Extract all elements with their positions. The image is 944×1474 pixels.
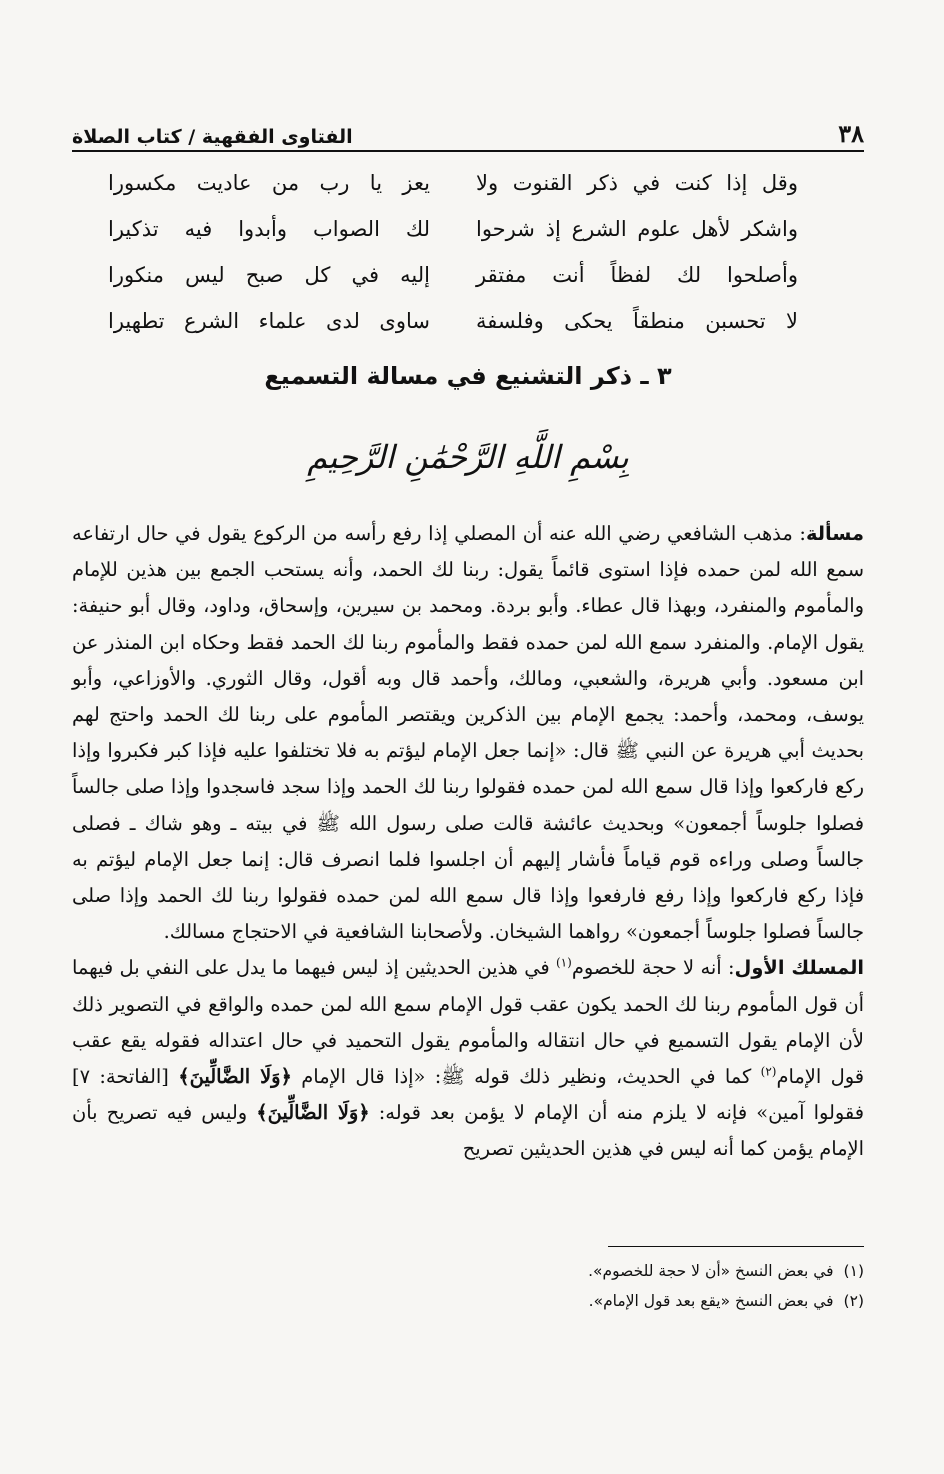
page-number: ٣٨ bbox=[838, 119, 864, 148]
paragraph-text: وليس فيه تصريح بأن الإمام يؤمن كما أنه ليس في هذين الحديثين تصريح bbox=[72, 1101, 864, 1161]
poem-line bbox=[108, 206, 798, 252]
paragraph-text: في هذين الحديثين إذ ليس فيهما ما يدل على النفي بل فيهما أن قول المأموم ربنا لك الحمد يكون عقب قول الإمام سمع الله لمن حمده والواقع في التصوير ذلك لأن الإمام يقول التسميع في حال انتقاله والمأموم يقول التحميد في حال اعتداله فقوله يقع عقب قول الإمام bbox=[72, 956, 865, 1089]
header-rule bbox=[72, 150, 864, 152]
footnote-text: في بعض النسخ «يقع بعد قول الإمام». bbox=[588, 1292, 834, 1310]
footnote-number: (١) bbox=[843, 1262, 864, 1280]
basmala: بِسْمِ اللَّهِ الرَّحْمَٰنِ الرَّحِيمِ bbox=[307, 438, 629, 476]
poem-hemistich-second: لك الصواب وأبدوا فيه تذكيرا bbox=[108, 217, 430, 241]
footnote bbox=[300, 1256, 864, 1286]
poem-hemistich-second: يعز يا رب من عاديت مكسورا bbox=[108, 171, 430, 195]
poem-line bbox=[108, 252, 798, 298]
section-heading: ٣ ـ ذكر التشنيع في مسالة التسميع bbox=[264, 362, 672, 390]
body-text bbox=[72, 516, 864, 1168]
poem-hemistich-second: ساوى لدى علماء الشرع تطهيرا bbox=[108, 309, 430, 333]
footnote-number: (٢) bbox=[843, 1292, 864, 1310]
poem-line bbox=[108, 298, 798, 344]
footnote-text: في بعض النسخ «أن لا حجة للخصوم». bbox=[588, 1262, 834, 1280]
poem-hemistich-first: لا تحسبن منطقاً يحكى وفلسفة bbox=[476, 309, 798, 333]
running-title: الفتاوى الفقهية / كتاب الصلاة bbox=[72, 126, 353, 148]
footnote-ref[interactable]: (١) bbox=[555, 955, 572, 970]
footnotes bbox=[300, 1256, 864, 1316]
paragraph-lead: مسألة bbox=[805, 522, 864, 545]
quran-quote: ﴿وَلَا الضَّالِّينَ﴾ bbox=[256, 1101, 370, 1125]
paragraph-text: : أنه لا حجة للخصوم bbox=[571, 956, 735, 980]
page-header bbox=[72, 108, 864, 148]
quran-quote: ﴿وَلَا الضَّالِّينَ﴾ bbox=[178, 1065, 292, 1089]
poem-hemistich-first: وقل إذا كنت في ذكر القنوت ولا bbox=[476, 171, 798, 195]
poem-line bbox=[108, 160, 798, 206]
paragraph-text: [الفاتحة: ٧] فقولوا آمين» فإنه لا يلزم منه أن الإمام لا يؤمن بعد قوله: bbox=[72, 1065, 865, 1125]
paragraph-lead: المسلك الأول bbox=[734, 956, 865, 980]
poem-hemistich-second: إليه في كل صبح ليس منكورا bbox=[108, 263, 430, 287]
footnote-rule bbox=[608, 1246, 864, 1247]
poem-hemistich-first: وأصلحوا لك لفظاً أنت مفتقر bbox=[476, 263, 798, 287]
poem-hemistich-first: واشكر لأهل علوم الشرع إذ شرحوا bbox=[476, 217, 798, 241]
paragraph-text: : مذهب الشافعي رضي الله عنه أن المصلي إذا رفع رأسه من الركوع يقول في حال ارتفاعه سمع الله لمن حمده فإذا استوى قائماً يقول: ربنا لك الحمد، وأنه يستحب الجمع بين هذين للإمام والمأموم والمنفرد، وبهذا قال عطاء. وأبو بردة. ومحمد بن سيرين، وإسحاق، وداود، وقال أبو حنيفة: يقول الإمام. والمنفرد سمع الله لمن حمده فقط والمأموم ربنا لك الحمد فقط وحكاه ابن المنذر عن ابن مسعود. وأبي هريرة، والشعبي، ومالك، وأحمد قال وبه أقول، وقال الثوري. والأوزاعي، وأبو يوسف، ومحمد، وأحمد: يجمع الإمام بين الذكرين ويقتصر المأموم على ربنا لك الحمد واحتج لهم بحديث أبي هريرة عن النبي ﷺ قال: «إنما جعل الإمام ليؤتم به فلا تختلفوا عليه فإذا كبر فكبروا وإذا ركع فاركعوا وإذا قال سمع الله لمن حمده فقولوا ربنا لك الحمد وإذا سجد فاسجدوا وإذا صلى جالساً فصلوا جلوساً أجمعون» وبحديث عائشة قالت صلى رسول الله ﷺ في بيته ـ وهو شاك ـ فصلى جالساً وصلى وراءه قوم قياماً فأشار إليهم أن اجلسوا فلما انصرف قال: إنما جعل الإمام ليؤتم به فإذا ركع فاركعوا وإذا رفع فارفعوا وإذا قال سمع الله لمن حمده فقولوا ربنا لك الحمد وإذا صلى جالساً فصلوا جلوساً أجمعون» رواهما الشيخان. ولأصحابنا الشافعية في الاحتجاج مسالك. bbox=[72, 522, 864, 944]
paragraph-text: كما في الحديث، ونظير ذلك قوله ﷺ: «إذا قال الإمام bbox=[291, 1065, 761, 1089]
poem bbox=[108, 160, 798, 344]
paragraph bbox=[72, 950, 864, 1167]
paragraph bbox=[72, 516, 864, 950]
footnote-ref[interactable]: (٢) bbox=[760, 1064, 777, 1079]
footnote bbox=[300, 1286, 864, 1316]
